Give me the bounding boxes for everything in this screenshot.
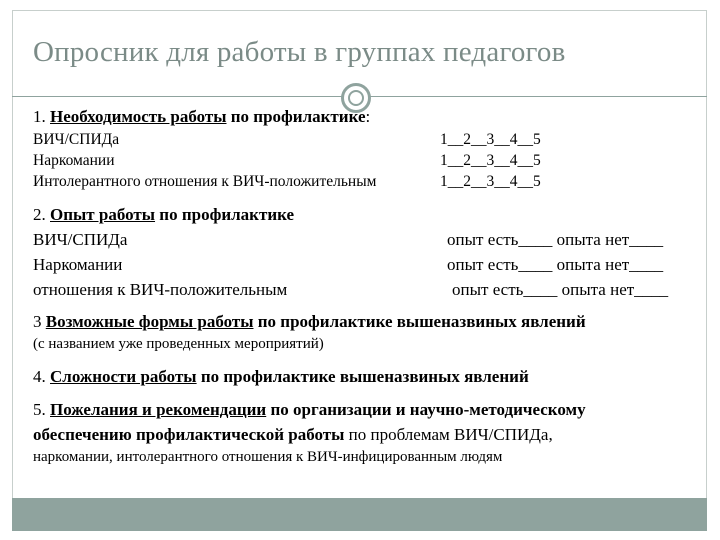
q1-row-label: Интолерантного отношения к ВИЧ-положительным (33, 173, 377, 190)
question-5-text: по проблемам ВИЧ/СПИДа, (344, 425, 553, 444)
question-topic: Опыт работы (50, 205, 156, 224)
question-number: 5. (33, 400, 50, 419)
question-2-heading (33, 205, 294, 225)
q1-row-scale: 1__2__3__4__5 (440, 152, 541, 169)
question-3-note: (с названием уже проведенных мероприятий) (33, 336, 324, 352)
question-number: 2. (33, 205, 50, 224)
slide-title: Опросник для работы в группах педагогов (33, 36, 566, 68)
question-subject: по организации и научно-методическому (266, 400, 586, 419)
question-number: 1. (33, 107, 50, 126)
q1-row-label: ВИЧ/СПИДа (33, 131, 120, 148)
question-colon: : (365, 107, 371, 126)
q2-row-answer: опыт есть____ опыта нет____ (452, 280, 669, 299)
question-5-line-3: наркомании, интолерантного отношения к ВИЧ-инфицированным людям (33, 449, 503, 465)
footer-bar (12, 498, 707, 531)
q2-row-label: Наркомании (33, 255, 123, 274)
question-5-line-2 (33, 425, 553, 445)
question-subject: по профилактике вышеназвиных явлений (196, 367, 529, 386)
q2-row-answer: опыт есть____ опыта нет____ (447, 255, 664, 274)
q1-row-scale: 1__2__3__4__5 (440, 173, 541, 190)
question-number: 3 (33, 312, 46, 331)
question-3-heading (33, 312, 586, 332)
q2-row-answer: опыт есть____ опыта нет____ (447, 230, 664, 249)
question-topic: Сложности работы (50, 367, 197, 386)
q2-row-label: отношения к ВИЧ-положительным (33, 280, 288, 299)
question-subject: по профилактике (155, 205, 295, 224)
question-1-heading (33, 107, 370, 127)
q2-row-label: ВИЧ/СПИДа (33, 230, 128, 249)
question-topic: Необходимость работы (50, 107, 227, 126)
question-5-strong-text: обеспечению профилактической работы (33, 425, 345, 444)
question-topic: Возможные формы работы (45, 312, 254, 331)
q1-row-scale: 1__2__3__4__5 (440, 131, 541, 148)
question-subject: по профилактике вышеназвиных явлений (253, 312, 586, 331)
question-4-heading (33, 367, 529, 387)
question-topic: Пожелания и рекомендации (50, 400, 267, 419)
question-5-heading (33, 400, 586, 420)
question-subject: по профилактике (226, 107, 366, 126)
question-number: 4. (33, 367, 50, 386)
q1-row-label: Наркомании (33, 152, 115, 169)
